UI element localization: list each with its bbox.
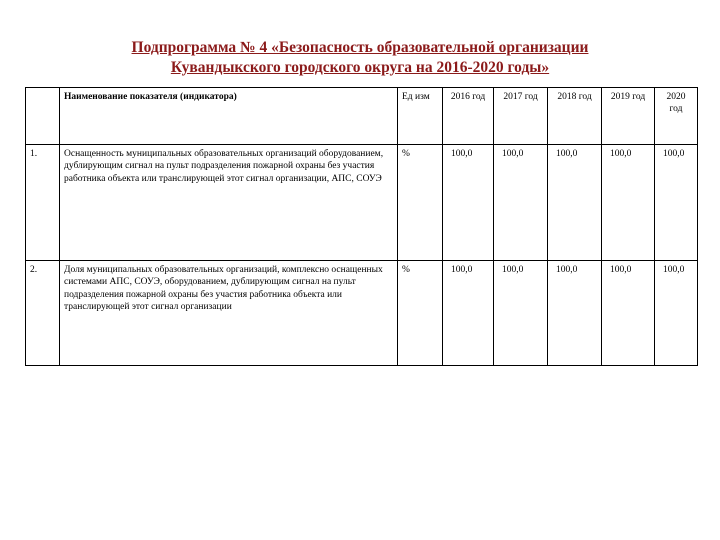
- header-unit: Ед изм: [398, 88, 443, 145]
- row-value-2020: 100,0: [655, 261, 698, 366]
- header-no: [26, 88, 60, 145]
- row-number: 1.: [26, 145, 60, 261]
- title-line-1: Подпрограмма № 4 «Безопасность образовательной организации: [131, 39, 589, 56]
- title-line-2: Кувандыкского городского округа на 2016-2020 годы»: [170, 59, 550, 76]
- row-value-2019: 100,0: [602, 145, 655, 261]
- table-row: [26, 261, 698, 366]
- row-unit: %: [398, 261, 443, 366]
- row-value-2016: 100,0: [443, 261, 494, 366]
- indicators-table: [25, 87, 698, 366]
- row-unit: %: [398, 145, 443, 261]
- header-year-2016: 2016 год: [443, 88, 494, 145]
- row-value-2016: 100,0: [443, 145, 494, 261]
- row-indicator-name: Доля муниципальных образовательных организаций, комплексно оснащенных системами АПС, СОУЭ, оборудованием, дублирующим сигнал на пульт подразделения пожарной охраны без участия работника объекта или транслирующей этот сигнал организации: [60, 261, 398, 366]
- header-year-2018: 2018 год: [548, 88, 602, 145]
- header-indicator: Наименование показателя (индикатора): [60, 88, 398, 145]
- page-title: [0, 38, 720, 78]
- header-year-2019: 2019 год: [602, 88, 655, 145]
- header-year-2017: 2017 год: [494, 88, 548, 145]
- row-value-2018: 100,0: [548, 261, 602, 366]
- table-row: [26, 145, 698, 261]
- header-year-2020: 2020 год: [655, 88, 698, 145]
- row-value-2020: 100,0: [655, 145, 698, 261]
- row-value-2017: 100,0: [494, 261, 548, 366]
- row-indicator-name: Оснащенность муниципальных образовательных организаций оборудованием, дублирующим сигнал на пульт подразделения пожарной охраны без участия работника объекта или транслирующей этот сигнал организации, АПС, СОУЭ: [60, 145, 398, 261]
- row-number: 2.: [26, 261, 60, 366]
- row-value-2018: 100,0: [548, 145, 602, 261]
- table-header-row: [26, 88, 698, 145]
- row-value-2017: 100,0: [494, 145, 548, 261]
- row-value-2019: 100,0: [602, 261, 655, 366]
